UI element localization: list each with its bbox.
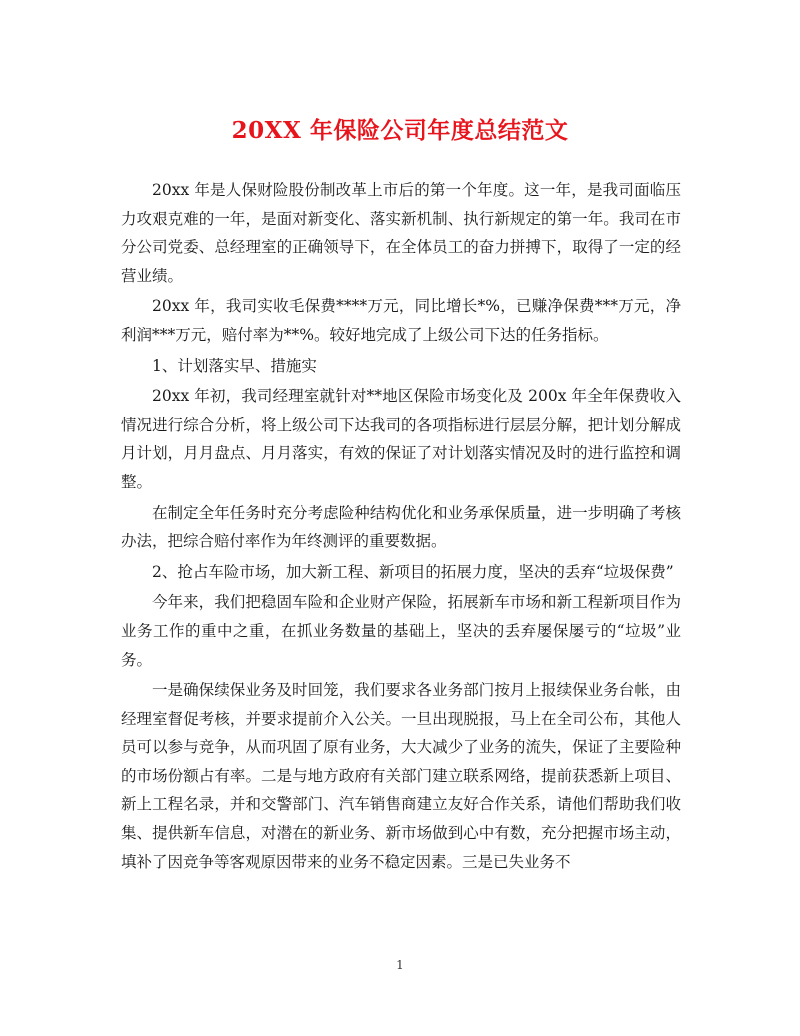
document-body	[121, 176, 681, 878]
paragraph-renewal-measures: 一是确保续保业务及时回笼，我们要求各业务部门按月上报续保业务台帐，由经理室督促考核，并要求提前介入公关。一旦出现脱报，马上在全司公布，其他人员可以参与竞争，从而巩固了原有业务，大大减少了业务的流失，保证了主要险种的市场份额占有率。二是与地方政府有关部门建立联系网络，提前获悉新上项目、新上工程名录，并和交警部门、汽车销售商建立友好合作关系，请他们帮助我们收集、提供新车信息，对潜在的新业务、新市场做到心中有数，充分把握市场主动，填补了因竞争等客观原因带来的业务不稳定因素。三是已失业务不	[121, 681, 681, 871]
document-title: 20XX 年保险公司年度总结范文	[231, 117, 569, 144]
page-number: 1	[396, 958, 404, 972]
paragraph-auto-insurance: 今年来，我们把稳固车险和企业财产保险，拓展新车市场和新工程新项目作为业务工作的重中之重，在抓业务数量的基础上，坚决的丢弃屡保屡亏的“垃圾”业务。	[121, 593, 681, 669]
paragraph-intro: 20xx 年是人保财险股份制改革上市后的第一个年度。这一年，是我司面临压力攻艰克难的一年，是面对新变化、落实新机制、执行新规定的第一年。我司在市分公司党委、总经理室的正确领导下，在全体员工的奋力拼搏下，取得了一定的经营业绩。	[121, 181, 681, 285]
paragraph-assessment: 在制定全年任务时充分考虑险种结构优化和业务承保质量，进一步明确了考核办法，把综合赔付率作为年终测评的重要数据。	[121, 503, 681, 551]
paragraph-premium-summary: 20xx 年，我司实收毛保费****万元，同比增长*%，已赚净保费***万元，净利润***万元，赔付率为**%。较好地完成了上级公司下达的任务指标。	[121, 297, 681, 344]
paragraph-plan-analysis: 20xx 年初，我司经理室就针对**地区保险市场变化及 200x 年全年保费收入情况进行综合分析，将上级公司下达我司的各项指标进行层层分解，把计划分解成月计划，月月盘点、月月落实，有效的保证了对计划落实情况及时的进行监控和调整。	[121, 387, 681, 491]
section-heading-2: 2、抢占车险市场，加大新工程、新项目的拓展力度，坚决的丢弃“垃圾保费”	[152, 562, 674, 581]
section-heading-1: 1、计划落实早、措施实	[152, 356, 317, 375]
